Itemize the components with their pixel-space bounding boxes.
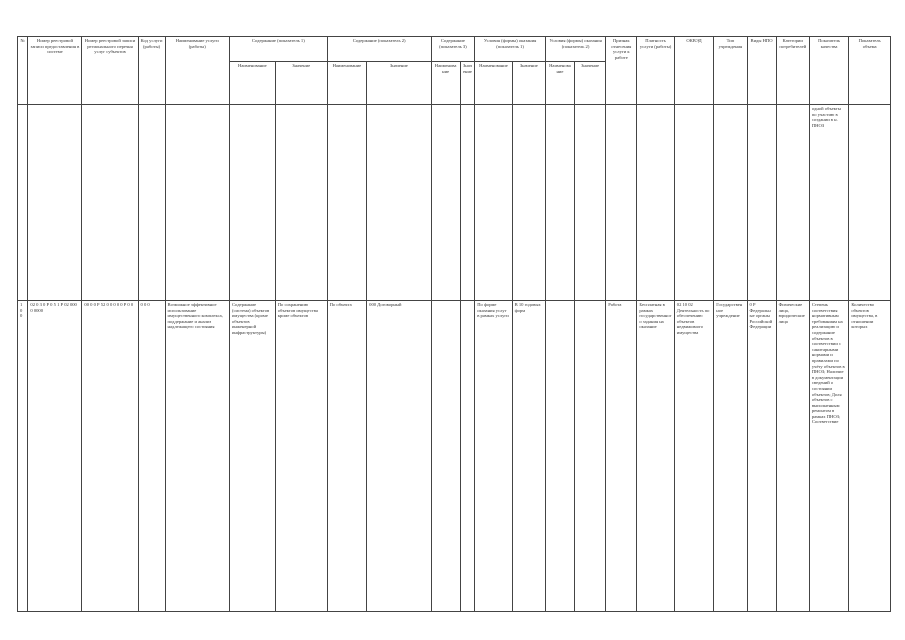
cell-empty — [431, 105, 460, 301]
cell-content-3-name — [431, 301, 460, 612]
cell-okved: 02 10 02 Деятельность по обеспечению объектов недвижимого имущества — [674, 301, 713, 612]
subheader-content-3-name: Наименование — [431, 62, 460, 105]
header-okpd: Виды НПО — [747, 37, 776, 105]
subheader-condition-1-value: Значение — [512, 62, 545, 105]
cell-empty — [460, 105, 475, 301]
cell-condition-2-value — [575, 301, 606, 612]
header-condition-1: Условия (формы) оказания (показатель 1) — [475, 37, 546, 62]
cell-condition-2-name — [545, 301, 574, 612]
cell-quality-continued: одной объекты по участию в создании в н. ПНОЗ — [809, 105, 848, 301]
cell-content-2-value: 000 Договорный — [367, 301, 431, 612]
cell-quality: Степень соответствия нормативным требованиям на реализацию и содержание объектов в соответствии с санитарными нормами и правилами по учёту объектов в ПНОЗ; Наличие в документации сведений о состоянии объектов; Доля объектов с выполненным ремонтом в рамках ПНОЗ; Соответствие — [809, 301, 848, 612]
header-reg-num-regional: Номер реестровой записи регионального перечня услуг субъектов — [82, 37, 138, 105]
subheader-content-1-value: Значение — [275, 62, 327, 105]
cell-content-3-value — [460, 301, 475, 612]
cell-empty — [28, 105, 82, 301]
cell-empty — [714, 105, 747, 301]
header-categories: Категории потребителей — [776, 37, 809, 105]
header-okved: ОКВЭД — [674, 37, 713, 105]
cell-num: 1 0 0 — [18, 301, 28, 612]
cell-code: 0 0 0 — [138, 301, 165, 612]
header-name: Наименование услуги (работы) — [165, 37, 229, 105]
cell-empty — [606, 105, 637, 301]
cell-reg-num: 02 0 3 0 Р 0 5 1 Р 02 000 0 0000 — [28, 301, 82, 612]
header-type-institution: Тип учреждения — [714, 37, 747, 105]
cell-empty — [637, 105, 674, 301]
registry-table — [17, 36, 891, 612]
header-paid: Платность услуги (работы) — [637, 37, 674, 105]
header-content-1: Содержание (показатель 1) — [229, 37, 327, 62]
cell-paid: Бесплатная в рамках государственного задания на оказание — [637, 301, 674, 612]
header-sign: Признак отнесения услуги к работе — [606, 37, 637, 105]
cell-volume: Количество объектов имущества, в отношении которых — [849, 301, 891, 612]
cell-empty — [229, 105, 275, 301]
cell-empty — [327, 105, 366, 301]
cell-empty — [275, 105, 327, 301]
subheader-condition-1-name: Наименование — [475, 62, 512, 105]
cell-okpd: 0 Р Федеральные органы Российской Федерации — [747, 301, 776, 612]
cell-empty — [849, 105, 891, 301]
cell-reg-num-regional: 00 0 0 Р 52 0 0 0 0 0 Р 0 0 — [82, 301, 138, 612]
cell-empty — [575, 105, 606, 301]
cell-content-2-name: По объекта — [327, 301, 366, 612]
header-quality: Показатель качества — [809, 37, 848, 105]
cell-empty — [82, 105, 138, 301]
document-page — [17, 36, 891, 612]
cell-empty — [545, 105, 574, 301]
cell-empty — [776, 105, 809, 301]
cell-content-1-name: Содержание (система) объектов имущества (кроме объектов инженерной инфраструктуры) — [229, 301, 275, 612]
cell-condition-1-name: По форме оказания услуг в рамках услуги — [475, 301, 512, 612]
header-code: Код услуги (работы) — [138, 37, 165, 105]
cell-name: Возможное эффективное использование имущественного комплекса, поддержание и анализ надлежащего состояния — [165, 301, 229, 612]
cell-empty — [18, 105, 28, 301]
header-num: № — [18, 37, 28, 105]
table-row — [18, 301, 891, 612]
subheader-content-2-value: Значение — [367, 62, 431, 105]
cell-categories: Физические лица, юридические лица — [776, 301, 809, 612]
subheader-content-3-value: Значение — [460, 62, 475, 105]
subheader-content-1-name: Наименование — [229, 62, 275, 105]
cell-empty — [165, 105, 229, 301]
header-content-2: Содержание (показатель 2) — [327, 37, 431, 62]
cell-empty — [475, 105, 512, 301]
header-volume: Показатель объема — [849, 37, 891, 105]
cell-type-institution: Государственное учреждение — [714, 301, 747, 612]
cell-empty — [674, 105, 713, 301]
cell-empty — [138, 105, 165, 301]
header-reg-num: Номер реестровой записи предоставления в системе — [28, 37, 82, 105]
subheader-condition-2-name: Наименование — [545, 62, 574, 105]
cell-empty — [367, 105, 431, 301]
cell-empty — [747, 105, 776, 301]
table-row-continued — [18, 105, 891, 301]
subheader-content-2-name: Наименование — [327, 62, 366, 105]
cell-content-1-value: По сохранению объектов имущества кроме объектов — [275, 301, 327, 612]
cell-condition-1-value: В 10 годовых форм — [512, 301, 545, 612]
cell-empty — [512, 105, 545, 301]
header-condition-2: Условия (формы) оказания (показатель 2) — [545, 37, 605, 62]
subheader-condition-2-value: Значение — [575, 62, 606, 105]
header-content-3: Содержание (показатель 3) — [431, 37, 475, 62]
cell-sign: Работа — [606, 301, 637, 612]
